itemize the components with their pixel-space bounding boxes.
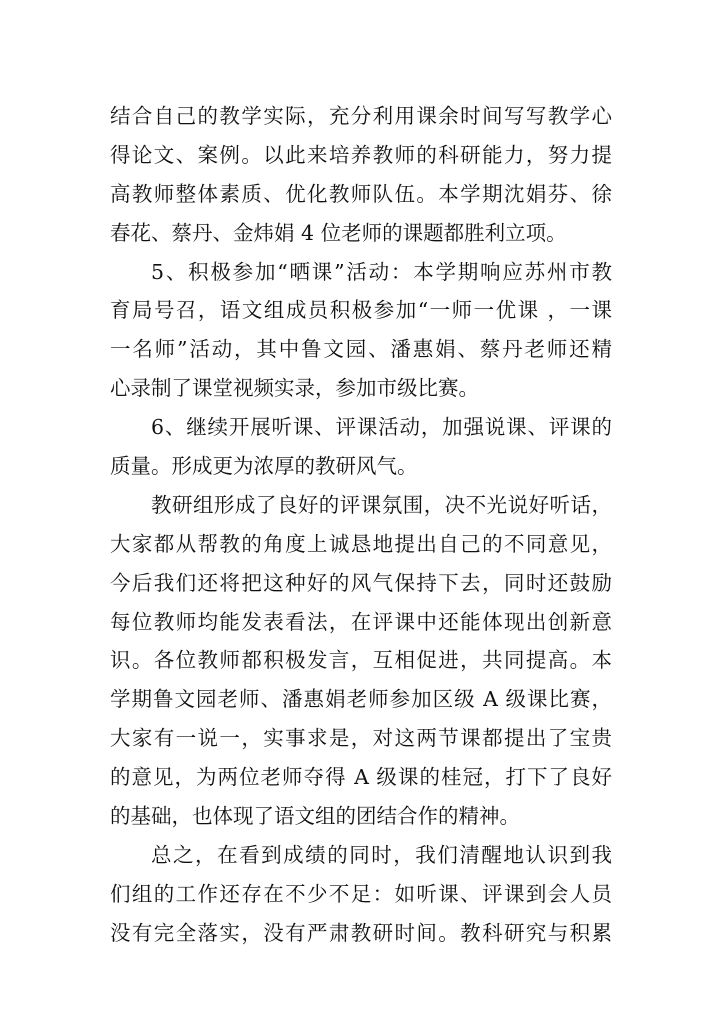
text-line: 育局号召，语文组成员积极参加“一师一优课 ，一课 <box>110 298 612 323</box>
text-line: 没有完全落实，没有严肃教研时间。教科研究与积累 <box>110 920 612 945</box>
paragraph-start-line: 6、继续开展听课、评课活动，加强说课、评课的 <box>151 415 612 440</box>
text-line: 的意见，为两位老师夺得 A 级课的桂冠，打下了良好 <box>110 765 612 790</box>
text-line: 们组的工作还存在不少不足：如听课、评课到会人员 <box>110 881 612 906</box>
text-line: 一名师”活动，其中鲁文园、潘惠娟、蔡丹老师还精 <box>110 337 612 362</box>
text-line: 心录制了课堂视频实录，参加市级比赛。 <box>110 376 479 401</box>
text-line: 质量。形成更为浓厚的教研风气。 <box>110 454 418 479</box>
text-line: 今后我们还将把这种好的风气保持下去，同时还鼓励 <box>110 570 612 595</box>
text-line: 大家都从帮教的角度上诚恳地提出自己的不同意见， <box>110 531 612 556</box>
text-line: 学期鲁文园老师、潘惠娟老师参加区级 A 级课比赛， <box>110 687 612 712</box>
text-line: 大家有一说一，实事求是，对这两节课都提出了宝贵 <box>110 726 612 751</box>
text-line: 得论文、案例。以此来培养教师的科研能力，努力提 <box>110 142 612 167</box>
body-text <box>110 97 612 953</box>
text-line: 每位教师均能发表看法，在评课中还能体现出创新意 <box>110 609 612 634</box>
text-line: 识。各位教师都积极发言，互相促进，共同提高。本 <box>110 648 612 673</box>
text-line: 春花、蔡丹、金炜娟 4 位老师的课题都胜利立项。 <box>110 220 567 245</box>
text-line: 结合自己的教学实际，充分利用课余时间写写教学心 <box>110 104 612 128</box>
text-line: 高教师整体素质、优化教师队伍。本学期沈娟芬、徐 <box>110 181 612 206</box>
paragraph-start-line: 5、积极参加“晒课”活动：本学期响应苏州市教 <box>151 259 612 284</box>
paragraph-start-line: 教研组形成了良好的评课氛围，决不光说好听话， <box>151 492 612 517</box>
paragraph-start-line: 总之，在看到成绩的同时，我们清醒地认识到我 <box>151 842 612 867</box>
text-line: 的基础，也体现了语文组的团结合作的精神。 <box>110 804 520 829</box>
